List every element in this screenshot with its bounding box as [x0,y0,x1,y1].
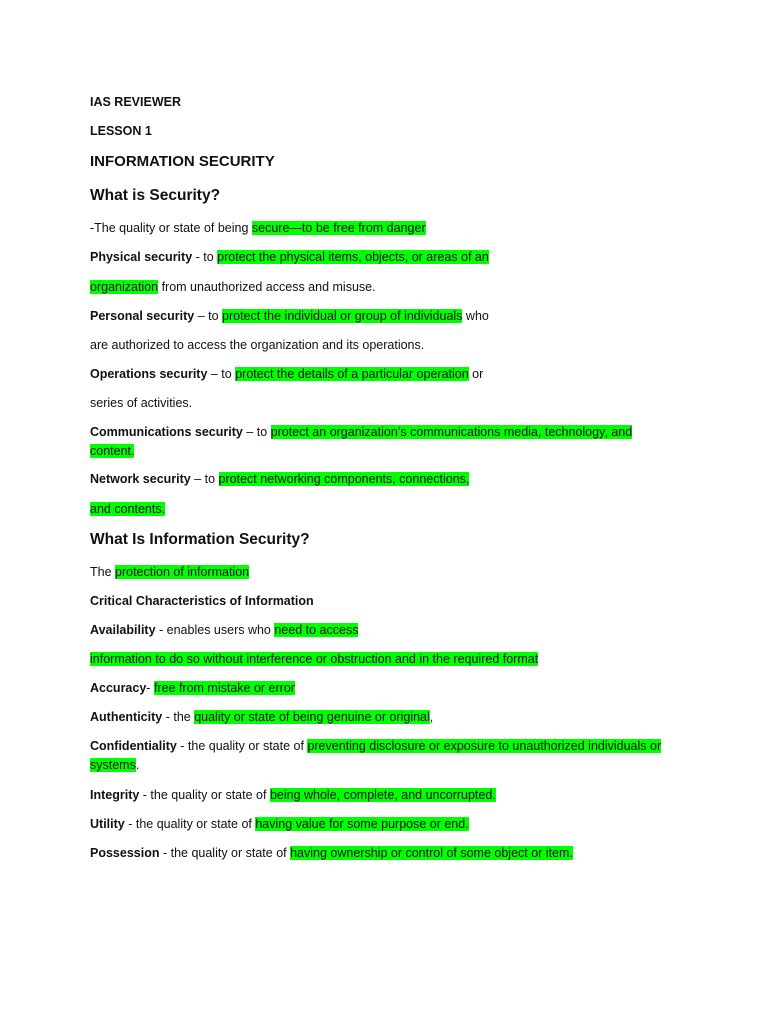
characteristics-subheading: Critical Characteristics of Information [90,594,314,608]
separator: - to [192,250,218,264]
text: - the quality or state of [124,817,256,831]
operations-security-line1 [90,366,483,383]
accuracy-line [90,680,295,697]
availability-line2 [90,651,538,668]
definition-highlight: protection of information [115,565,250,579]
term-authenticity: Authenticity [90,710,163,724]
text: - [146,681,154,695]
network-security-line1 [90,471,469,488]
term-confidentiality: Confidentiality [90,739,177,753]
communications-security-line2 [90,443,134,460]
definition-highlight: secure—to be free from danger [251,221,426,235]
highlight: having ownership or control of some object or item. [290,846,573,860]
physical-security-line1 [90,249,489,266]
utility-line [90,816,469,833]
highlight: free from mistake or error [153,681,295,695]
term-personal-security: Personal security [90,309,195,323]
text: - enables users who [155,623,275,637]
highlight: having value for some purpose or end. [255,817,469,831]
personal-security-line2: are authorized to access the organization and its operations. [90,338,425,352]
text: from unauthorized access and misuse. [158,280,376,294]
highlight: being whole, complete, and uncorrupted. [269,788,496,802]
integrity-line [90,787,496,804]
text: , [429,710,434,724]
definition-text: The [90,565,116,579]
term-possession: Possession [90,846,160,860]
separator: – to [190,472,219,486]
term-communications-security: Communications security [90,425,243,439]
availability-line1 [90,622,358,639]
highlight: information to do so without interference or obstruction and in the required format [90,652,539,666]
network-security-line2 [90,501,165,518]
highlight: protect the individual or group of individuals [222,309,463,323]
highlight: protect the physical items, objects, or areas of an [217,250,489,264]
term-integrity: Integrity [90,788,140,802]
term-operations-security: Operations security [90,367,208,381]
confidentiality-line1 [90,738,661,755]
separator: – to [207,367,236,381]
authenticity-line [90,709,433,726]
text: or [468,367,484,381]
highlight: quality or state of being genuine or original [194,710,430,724]
definition-text: -The quality or state of being [90,221,252,235]
highlight: systems [90,758,136,772]
text: . [135,758,140,772]
separator: – to [194,309,223,323]
possession-line [90,845,573,862]
highlight: and contents. [90,502,166,516]
text: - the quality or state of [176,739,308,753]
highlight: content. [90,444,135,458]
personal-security-line1 [90,308,489,325]
text: - the quality or state of [139,788,270,802]
text: - the quality or state of [159,846,291,860]
highlight: preventing disclosure or exposure to unauthorized individuals or [307,739,662,753]
lesson-label: LESSON 1 [90,124,152,138]
highlight: protect an organization’s communications media, technology, and [270,425,633,439]
term-physical-security: Physical security [90,250,193,264]
security-definition [90,220,426,237]
operations-security-line2: series of activities. [90,396,193,410]
term-network-security: Network security [90,472,191,486]
highlight: need to access [274,623,359,637]
section-heading-security: What is Security? [90,187,221,204]
text: who [462,309,489,323]
section-heading-information-security: What Is Information Security? [90,531,310,548]
separator: – to [242,425,271,439]
term-utility: Utility [90,817,125,831]
topic-title: INFORMATION SECURITY [90,153,275,170]
reviewer-title: IAS REVIEWER [90,95,181,109]
term-accuracy: Accuracy [90,681,147,695]
communications-security-line1 [90,424,632,441]
text: - the [162,710,195,724]
infosec-definition [90,564,249,581]
physical-security-line2 [90,279,376,296]
highlight: protect the details of a particular operation [235,367,469,381]
term-availability: Availability [90,623,156,637]
confidentiality-line2 [90,757,139,774]
highlight: protect networking components, connections, [218,472,470,486]
highlight: organization [90,280,159,294]
